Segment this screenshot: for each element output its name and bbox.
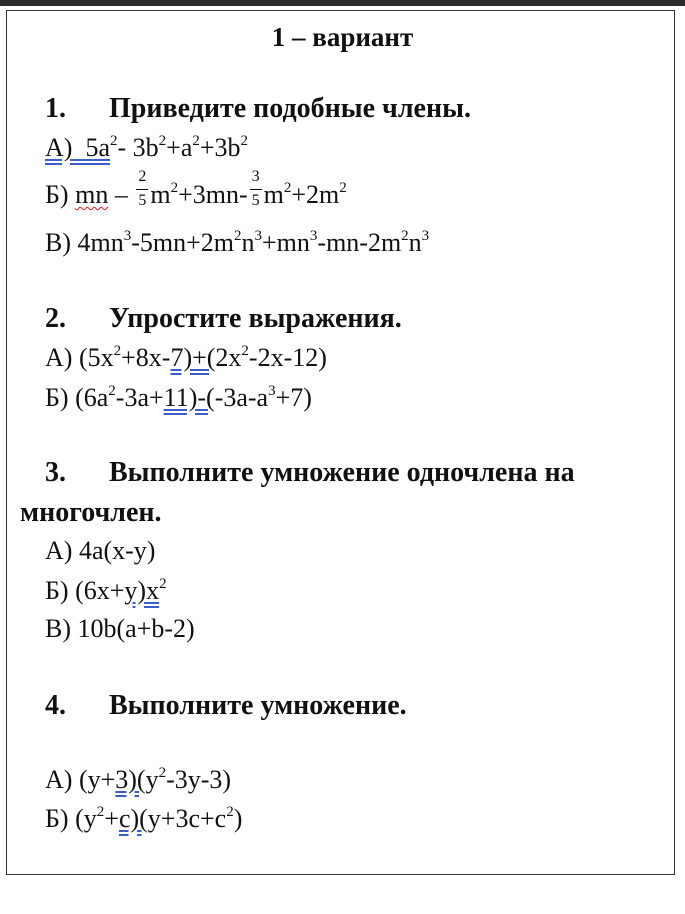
- task-2b: Б) $(6a^2-3a+11)-(-3a-a^3+7)$: [45, 383, 312, 412]
- item-letter: А): [45, 765, 73, 794]
- section-number: 2.: [45, 303, 66, 334]
- section-4-heading: [45, 690, 407, 722]
- item-letter: А): [45, 536, 73, 565]
- task-1v: В) $4mn^3-5mn+2m^2n^3+mn^3-mn-2m^2n^3$: [45, 228, 430, 257]
- item-letter: В): [45, 228, 71, 257]
- fraction-3-5: $\frac{3}{5}$: [251, 168, 260, 209]
- task-4b: Б) $(y^2+c)(y+3c+c^2)$: [45, 804, 243, 833]
- task-2a: А) $(5x^2+8x-7)+(2x^2-2x-12)$: [45, 343, 327, 372]
- section-text: Выполните умножение одночлена на: [109, 457, 575, 488]
- section-2-heading: [45, 303, 402, 335]
- section-text: многочлен.: [20, 497, 162, 528]
- section-3-heading-continued: [20, 497, 162, 529]
- item-letter: Б): [45, 180, 69, 209]
- item-letter: Б): [45, 383, 69, 412]
- item-letter: А) 5a: [45, 133, 110, 162]
- section-3-heading: [45, 457, 575, 489]
- task-1a: А) $5a^2-$ $3b^2+a^2+3b^2$: [45, 133, 249, 162]
- section-number: 3.: [45, 457, 66, 488]
- variant-title: 1 – вариант: [271, 22, 414, 52]
- item-letter: Б): [45, 576, 69, 605]
- task-3a: А) 4a(x-y): [45, 536, 156, 565]
- task-1b: Б) mn – $\frac{2}{5}$ $m^2+3mn-$ $\frac{3}{5}$ $m^2+2m^2$: [45, 168, 347, 209]
- section-number: 4.: [45, 690, 66, 721]
- section-text: Упростите выражения.: [109, 303, 402, 334]
- item-letter: Б): [45, 804, 69, 833]
- item-letter: В): [45, 614, 71, 643]
- task-4a: А) $(y+3)(y^2-3y-3)$: [45, 765, 232, 794]
- section-1-heading: [45, 93, 471, 125]
- section-number: 1.: [45, 93, 66, 124]
- fraction-2-5: $\frac{2}{5}$: [138, 168, 147, 209]
- task-3v: В) 10b(a+b-2): [45, 614, 195, 643]
- top-rule: [0, 0, 685, 6]
- section-text: Приведите подобные члены.: [109, 93, 471, 124]
- task-3b: Б) $(6x+y)x^2$: [45, 576, 167, 605]
- section-text: Выполните умножение.: [109, 690, 407, 721]
- item-letter: А): [45, 343, 73, 372]
